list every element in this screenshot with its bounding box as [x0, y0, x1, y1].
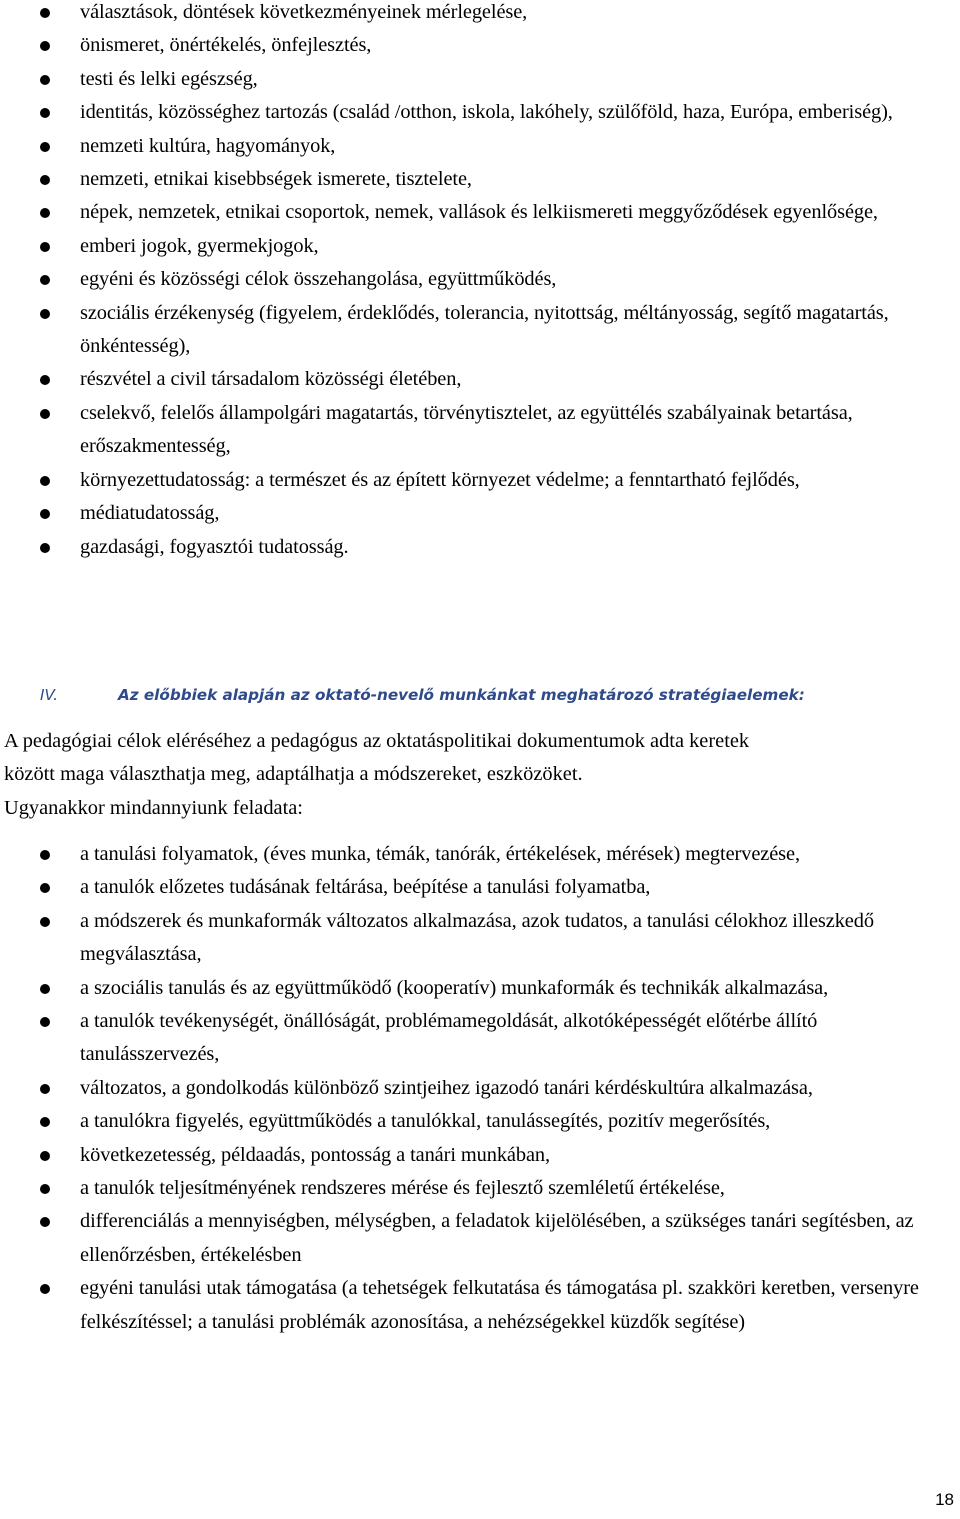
bottom-bullet-list — [0, 838, 960, 1339]
list-item-text: környezettudatosság: a természet és az épített környezet védelme; a fenntartható fejlődés, — [80, 468, 800, 491]
bullet-icon — [40, 142, 50, 152]
bullet-icon — [40, 883, 50, 893]
bullet-icon — [40, 375, 50, 385]
section-number: IV. — [40, 686, 58, 704]
list-item — [0, 230, 960, 263]
list-item — [0, 1205, 960, 1272]
list-item — [0, 130, 960, 163]
bullet-icon — [40, 275, 50, 285]
list-item-text: a tanulási folyamatok, (éves munka, témák, tanórák, értékelések, mérések) megtervezése, — [80, 843, 800, 865]
bullet-icon — [40, 1117, 50, 1127]
list-item — [0, 263, 960, 296]
list-item-text: differenciálás a mennyiségben, mélységben, a feladatok kijelölésében, a szükséges tanári segítésben, az ellenőrzésben, értékelésben — [80, 1210, 914, 1266]
list-item-text: médiatudatosság, — [80, 502, 220, 525]
bullet-icon — [40, 75, 50, 85]
intro-line-3: Ugyanakkor mindannyiunk feladata: — [4, 796, 303, 819]
list-item-text: emberi jogok, gyermekjogok, — [80, 234, 319, 257]
list-item-text: a tanulók teljesítményének rendszeres mérése és fejlesztő szemléletű értékelése, — [80, 1177, 725, 1200]
intro-line-2: között maga választhatja meg, adaptálhatja a módszereket, eszközöket. — [4, 763, 583, 786]
list-item — [0, 1005, 960, 1072]
bullet-icon — [40, 1151, 50, 1161]
list-item-text: egyéni tanulási utak támogatása (a tehetségek felkutatása és támogatása pl. szakköri keretben, versenyre felkészítéssel; a tanulási problémák azonosítása, a nehézségekkel küzdők segítése) — [80, 1277, 919, 1333]
section-title: Az előbbiek alapján az oktató-nevelő munkánkat meghatározó stratégiaelemek: — [118, 686, 805, 704]
bullet-icon — [40, 242, 50, 252]
list-item-text: a tanulókra figyelés, együttműködés a tanulókkal, tanulássegítés, pozitív megerősítés, — [80, 1110, 771, 1133]
list-item — [0, 464, 960, 497]
bullet-icon — [40, 917, 50, 927]
list-item-text: a szociális tanulás és az együttműködő (kooperatív) munkaformák és technikák alkalmazása, — [80, 976, 829, 999]
intro-paragraph — [4, 725, 958, 825]
bullet-icon — [40, 1184, 50, 1194]
list-item-text: változatos, a gondolkodás különböző szintjeihez igazodó tanári kérdéskultúra alkalmazása, — [80, 1076, 813, 1099]
list-item — [0, 196, 960, 229]
bullet-icon — [40, 1217, 50, 1227]
intro-line-1: A pedagógiai célok eléréséhez a pedagógus az oktatáspolitikai dokumentumok adta keretek — [4, 730, 750, 752]
list-item-text: gazdasági, fogyasztói tudatosság. — [80, 535, 349, 558]
list-item-text: a tanulók előzetes tudásának feltárása, beépítése a tanulási folyamatba, — [80, 876, 651, 899]
list-item — [0, 871, 960, 904]
list-item — [0, 297, 960, 364]
list-item — [0, 397, 960, 464]
bullet-icon — [40, 1017, 50, 1027]
list-item-text: szociális érzékenység (figyelem, érdeklődés, tolerancia, nyitottság, méltányosság, segítő magatartás, önkéntesség), — [80, 301, 889, 358]
top-bullet-list — [0, 0, 960, 564]
bullet-icon — [40, 984, 50, 994]
bullet-icon — [40, 543, 50, 553]
list-item-text: egyéni és közösségi célok összehangolása, együttműködés, — [80, 268, 557, 291]
list-item-text: a tanulók tevékenységét, önállóságát, problémamegoldását, alkotóképességét előtérbe állító tanulásszervezés, — [80, 1010, 818, 1066]
list-item-text: önismeret, önértékelés, önfejlesztés, — [80, 34, 372, 57]
list-item — [0, 1139, 960, 1172]
list-item-text: nemzeti kultúra, hagyományok, — [80, 134, 336, 157]
list-item — [0, 972, 960, 1005]
list-item-text: cselekvő, felelős állampolgári magatartás, törvénytisztelet, az együttélés szabályainak betartása, erőszakmentesség, — [80, 401, 853, 458]
list-item — [0, 96, 960, 129]
bullet-icon — [40, 8, 50, 18]
list-item — [0, 1072, 960, 1105]
bullet-icon — [40, 850, 50, 860]
bullet-icon — [40, 1284, 50, 1294]
list-item — [0, 1105, 960, 1138]
bullet-icon — [40, 41, 50, 51]
list-item-text: testi és lelki egészség, — [80, 67, 258, 90]
list-item — [0, 497, 960, 530]
bullet-icon — [40, 175, 50, 185]
bullet-icon — [40, 409, 50, 419]
list-item — [0, 1172, 960, 1205]
bullet-icon — [40, 509, 50, 519]
list-item-text: választások, döntések következményeinek mérlegelése, — [80, 1, 528, 23]
list-item — [0, 63, 960, 96]
list-item — [0, 531, 960, 564]
bullet-icon — [40, 476, 50, 486]
bullet-icon — [40, 108, 50, 118]
list-item — [0, 905, 960, 972]
list-item — [0, 363, 960, 396]
page-number: 18 — [935, 1490, 954, 1509]
bullet-icon — [40, 1084, 50, 1094]
list-item — [0, 163, 960, 196]
list-item-text: részvétel a civil társadalom közösségi életében, — [80, 368, 462, 391]
list-item-text: népek, nemzetek, etnikai csoportok, nemek, vallások és lelkiismereti meggyőződések egyenlősége, — [80, 201, 878, 224]
section-heading — [40, 682, 940, 708]
bullet-icon — [40, 208, 50, 218]
bullet-icon — [40, 309, 50, 319]
list-item-text: következetesség, példaadás, pontosság a tanári munkában, — [80, 1143, 551, 1166]
list-item — [0, 1272, 960, 1339]
list-item-text: nemzeti, etnikai kisebbségek ismerete, tisztelete, — [80, 168, 472, 191]
list-item-text: identitás, közösséghez tartozás (család /otthon, iskola, lakóhely, szülőföld, haza, Európa, emberiség), — [80, 101, 893, 124]
list-item — [0, 0, 960, 29]
list-item — [0, 838, 960, 871]
list-item-text: a módszerek és munkaformák változatos alkalmazása, azok tudatos, a tanulási célokhoz illeszkedő megválasztása, — [80, 909, 874, 966]
list-item — [0, 29, 960, 62]
